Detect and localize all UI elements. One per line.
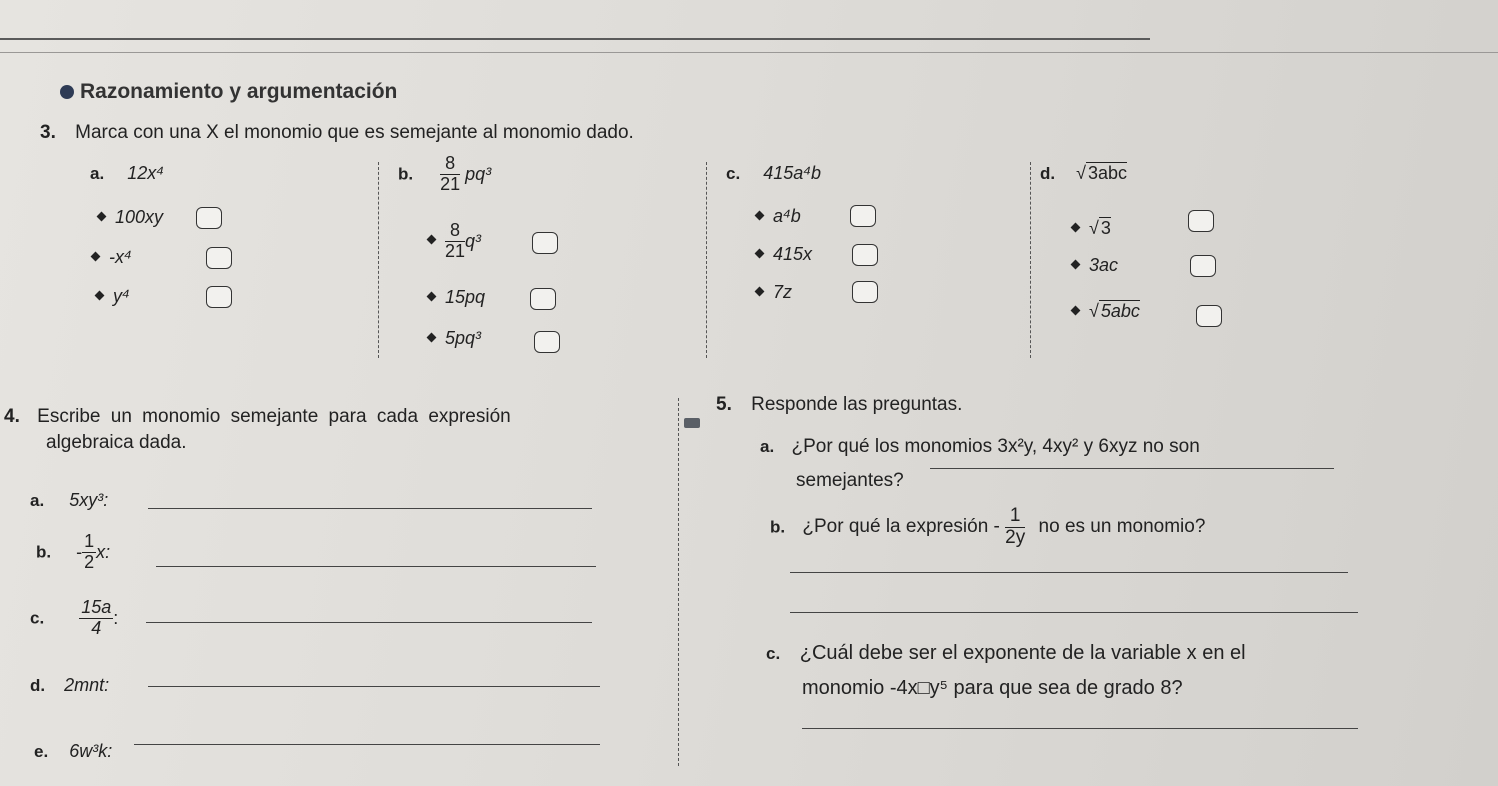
q4e-expr: 6w³k:: [69, 741, 113, 761]
q3d-checkbox-2[interactable]: [1190, 255, 1216, 277]
q3c-option-2-text: 415x: [773, 244, 813, 264]
q5c-line-1: [766, 642, 1246, 665]
q5b-letter: b.: [770, 517, 786, 537]
q3d-option-1: [1072, 218, 1111, 239]
q3b-option-3-text: 5pq³: [445, 328, 482, 348]
q4c-fraction-num: 15a: [81, 597, 112, 617]
q3d-option-2: [1072, 255, 1118, 276]
q3c-checkbox-1[interactable]: [850, 205, 876, 227]
q3b-letter: b.: [398, 164, 414, 184]
q5a-line-1: [760, 436, 1200, 458]
diamond-bullet-icon: [1071, 223, 1081, 233]
q5c-letter: c.: [766, 644, 781, 663]
q4c-fraction: [79, 598, 113, 639]
section-title: Razonamiento y argumentación: [80, 80, 398, 103]
q4a-answer-line[interactable]: [148, 508, 592, 509]
q3c-header: [726, 163, 821, 184]
q3c-option-2: [756, 244, 812, 265]
q3c-checkbox-3[interactable]: [852, 281, 878, 303]
top-rule: [0, 38, 1150, 40]
q3d-checkbox-1[interactable]: [1188, 210, 1214, 232]
q5b-text-post: no es un monomio?: [1038, 516, 1206, 538]
q4b-sign: -: [76, 541, 83, 562]
q3a-letter: a.: [90, 164, 105, 183]
q3d-option-3-text: 5abc: [1100, 301, 1140, 321]
q4-prompt-line-1: [4, 406, 511, 428]
q4b: [36, 532, 110, 573]
q3c-option-1: [756, 206, 801, 227]
q3d-header: [1040, 163, 1127, 184]
q3c-given: 415a⁴b: [763, 163, 822, 183]
q4d-answer-line[interactable]: [148, 686, 600, 687]
q5b-fraction: [1005, 506, 1025, 549]
diamond-bullet-icon: [755, 249, 765, 259]
q3b-option-1-tail: q³: [465, 230, 482, 251]
q5b-fraction-den: 2y: [1005, 526, 1026, 548]
q4-number: 4.: [4, 406, 20, 427]
q4c: [30, 598, 118, 639]
diamond-bullet-icon: [755, 211, 765, 221]
diamond-bullet-icon: [427, 333, 437, 343]
q3c-checkbox-2[interactable]: [852, 244, 878, 266]
q4c-tail: :: [113, 607, 119, 628]
q5-number: 5.: [716, 394, 732, 415]
q4c-answer-line[interactable]: [146, 622, 592, 623]
q3b-fraction: [440, 154, 460, 195]
q4d: [30, 675, 109, 696]
q5b-text-pre: ¿Por qué la expresión -: [802, 516, 1000, 538]
q3b-option-2-text: 15pq: [445, 287, 486, 307]
q3b-fraction-num: 8: [440, 154, 460, 175]
diamond-bullet-icon: [1071, 306, 1081, 316]
q4e: [34, 741, 112, 762]
q4e-answer-line[interactable]: [134, 744, 600, 745]
q3b-checkbox-3[interactable]: [534, 331, 560, 353]
q4c-fraction-den: 4: [91, 617, 102, 638]
q3a-option-2-text: -x⁴: [109, 247, 132, 267]
q3d-option-1-text: 3: [1100, 218, 1111, 238]
sqrt-icon: √: [1076, 163, 1087, 183]
column-divider: [1030, 162, 1031, 358]
q3b-option-1: [428, 221, 481, 262]
q3c-option-3: [756, 282, 792, 303]
q5a-text-1: ¿Por qué los monomios 3x²y, 4xy² y 6xyz no son: [791, 436, 1200, 457]
q3a-option-1: [98, 207, 163, 228]
diamond-bullet-icon: [95, 291, 105, 301]
q4b-letter: b.: [36, 542, 52, 562]
q3a-checkbox-3[interactable]: [206, 286, 232, 308]
q3b-option-1-fraction: [445, 221, 465, 262]
q3a-checkbox-1[interactable]: [196, 207, 222, 229]
q3-number: 3.: [40, 122, 56, 143]
diamond-bullet-icon: [97, 212, 107, 222]
q4a-letter: a.: [30, 491, 45, 510]
q5a-letter: a.: [760, 437, 775, 456]
q3d-given: 3abc: [1088, 163, 1128, 183]
q3-prompt: Marca con una X el monomio que es semejante al monomio dado.: [75, 122, 634, 143]
q5a-text-2: semejantes?: [796, 470, 904, 491]
q5c-text-1: ¿Cuál debe ser el exponente de la variable x en el: [799, 642, 1246, 664]
q4a: [30, 490, 108, 511]
q5c-answer-line[interactable]: [802, 728, 1358, 729]
q4d-letter: d.: [30, 676, 46, 695]
q5b-answer-line-2[interactable]: [790, 612, 1358, 613]
q5-prompt: Responde las preguntas.: [751, 394, 963, 415]
q3c-letter: c.: [726, 164, 741, 183]
q4-prompt-2: algebraica dada.: [46, 432, 187, 453]
section-header: [60, 80, 397, 104]
q3a-header: [90, 163, 164, 184]
sqrt-icon: √: [1089, 218, 1099, 238]
q5-prompt-line: [716, 394, 962, 416]
q3b-option-1-den: 21: [445, 240, 466, 261]
diamond-bullet-icon: [91, 252, 101, 262]
q3b-option-3: [428, 328, 481, 349]
page-tag-icon: [684, 418, 700, 428]
diamond-bullet-icon: [1071, 260, 1081, 270]
q3a-checkbox-2[interactable]: [206, 247, 232, 269]
section-bullet-icon: [60, 85, 74, 99]
q3b-option-2: [428, 287, 485, 308]
q5b-line: [770, 506, 1205, 549]
q3a-option-2: [92, 247, 132, 268]
q4b-tail: x:: [96, 541, 111, 562]
column-divider: [378, 162, 379, 358]
q3a-given: 12x⁴: [127, 163, 165, 183]
q5a-answer-line[interactable]: [930, 468, 1334, 469]
q3d-option-2-text: 3ac: [1089, 255, 1119, 275]
sqrt-icon: √: [1089, 301, 1099, 321]
q3c-option-3-text: 7z: [773, 282, 793, 302]
q4e-letter: e.: [34, 742, 49, 761]
q4b-fraction: [82, 532, 96, 573]
q3d-option-3: [1072, 301, 1140, 322]
q4d-expr: 2mnt:: [64, 675, 110, 695]
q5c-text-2: monomio -4x□y⁵ para que sea de grado 8?: [802, 677, 1183, 699]
q3b-checkbox-2[interactable]: [530, 288, 556, 310]
q3d-checkbox-3[interactable]: [1196, 305, 1222, 327]
q3c-option-1-text: a⁴b: [773, 206, 801, 226]
q3-prompt-line: [40, 122, 634, 144]
q5b-fraction-num: 1: [1005, 506, 1025, 528]
column-divider: [678, 398, 679, 766]
diamond-bullet-icon: [755, 287, 765, 297]
diamond-bullet-icon: [427, 292, 437, 302]
q3b-header: [398, 154, 491, 195]
q3a-option-3-text: y⁴: [113, 286, 130, 306]
q4b-fraction-den: 2: [84, 551, 95, 572]
q3d-letter: d.: [1040, 164, 1056, 183]
top-rule-thin: [0, 52, 1498, 53]
q3a-option-1-text: 100xy: [115, 207, 164, 227]
q3b-fraction-den: 21: [440, 173, 461, 194]
q4b-answer-line[interactable]: [156, 566, 596, 567]
q4b-fraction-num: 1: [84, 531, 95, 551]
q3b-option-1-num: 8: [445, 221, 465, 242]
q5b-answer-line-1[interactable]: [790, 572, 1348, 573]
q4a-expr: 5xy³:: [69, 490, 109, 510]
diamond-bullet-icon: [427, 235, 437, 245]
column-divider: [706, 162, 707, 358]
q4-prompt-1: Escribe un monomio semejante para cada expresión: [37, 406, 511, 427]
q3b-given-tail: pq³: [465, 163, 492, 184]
q3a-option-3: [96, 286, 130, 307]
q4c-letter: c.: [30, 608, 45, 628]
q3b-checkbox-1[interactable]: [532, 232, 558, 254]
